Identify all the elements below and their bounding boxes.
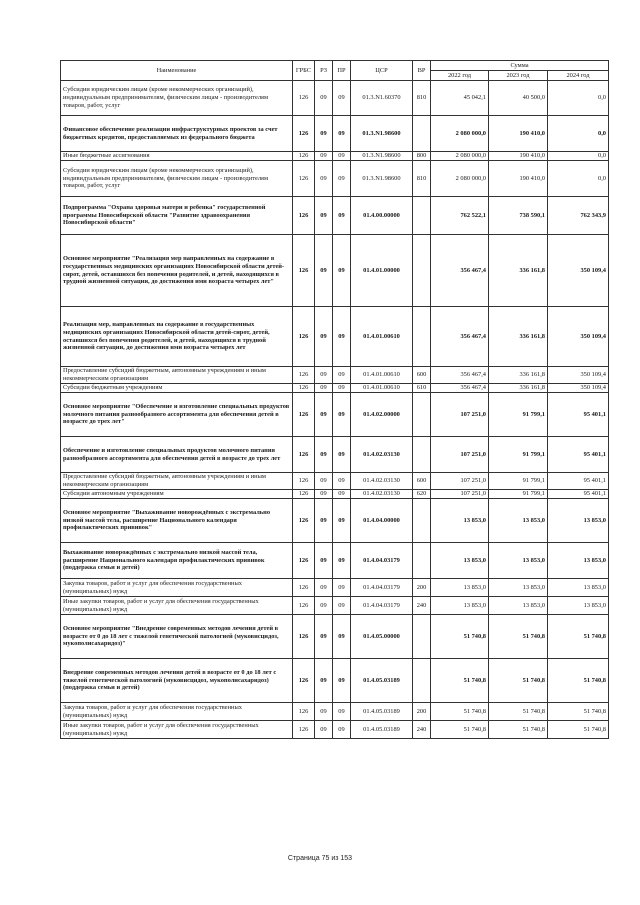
row-sum-2024: 51 740,8 xyxy=(548,703,609,721)
row-name: Субсидии юридическим лицам (кроме некоммерческих организаций), индивидуальным предпринимателям, физическим лицам - производителям товаров, работ, услуг xyxy=(61,161,293,197)
row-vr: 240 xyxy=(413,597,431,615)
row-rz: 09 xyxy=(315,499,333,543)
row-sum-2024: 0,0 xyxy=(548,161,609,197)
header-pr: ПР xyxy=(333,61,351,81)
row-vr: 200 xyxy=(413,703,431,721)
row-sum-2024: 0,0 xyxy=(548,81,609,116)
row-grbs: 126 xyxy=(293,615,315,659)
row-pr: 09 xyxy=(333,161,351,197)
row-vr xyxy=(413,499,431,543)
row-grbs: 126 xyxy=(293,161,315,197)
row-sum-2024: 13 853,0 xyxy=(548,543,609,579)
header-csr: ЦСР xyxy=(351,61,413,81)
row-rz: 09 xyxy=(315,659,333,703)
row-sum-2023: 13 853,0 xyxy=(489,543,548,579)
row-sum-2022: 356 467,4 xyxy=(431,235,489,307)
row-pr: 09 xyxy=(333,367,351,384)
row-grbs: 126 xyxy=(293,721,315,739)
header-2024: 2024 год xyxy=(548,71,609,81)
row-sum-2023: 91 799,1 xyxy=(489,490,548,499)
row-csr: 01.3.N1.98600 xyxy=(351,152,413,161)
row-csr: 01.4.05.03189 xyxy=(351,659,413,703)
row-pr: 09 xyxy=(333,615,351,659)
row-sum-2023: 91 799,1 xyxy=(489,473,548,490)
table-row xyxy=(61,197,609,235)
row-sum-2024: 13 853,0 xyxy=(548,499,609,543)
table-row xyxy=(61,161,609,197)
table-row xyxy=(61,721,609,739)
row-grbs: 126 xyxy=(293,81,315,116)
row-sum-2023: 51 740,8 xyxy=(489,721,548,739)
row-name: Иные закупки товаров, работ и услуг для обеспечения государственных (муниципальных) нужд xyxy=(61,721,293,739)
row-csr: 01.4.01.00000 xyxy=(351,235,413,307)
row-csr: 01.4.02.00000 xyxy=(351,393,413,437)
row-csr: 01.4.04.00000 xyxy=(351,499,413,543)
row-vr: 610 xyxy=(413,384,431,393)
row-rz: 09 xyxy=(315,703,333,721)
row-sum-2022: 2 080 000,0 xyxy=(431,116,489,152)
row-grbs: 126 xyxy=(293,597,315,615)
budget-page xyxy=(60,60,608,739)
row-grbs: 126 xyxy=(293,437,315,473)
row-sum-2023: 40 500,0 xyxy=(489,81,548,116)
table-row xyxy=(61,543,609,579)
row-sum-2023: 336 161,8 xyxy=(489,367,548,384)
row-sum-2022: 107 251,0 xyxy=(431,393,489,437)
row-sum-2023: 51 740,8 xyxy=(489,615,548,659)
row-sum-2023: 91 799,1 xyxy=(489,437,548,473)
table-row xyxy=(61,393,609,437)
header-sum: Сумма xyxy=(431,61,609,71)
row-rz: 09 xyxy=(315,161,333,197)
row-vr: 810 xyxy=(413,81,431,116)
row-name: Подпрограмма "Охрана здоровья матери и ребенка" государственной программы Новосибирской области "Развитие здравоохранения Новосибирской области" xyxy=(61,197,293,235)
table-row xyxy=(61,384,609,393)
row-pr: 09 xyxy=(333,473,351,490)
row-vr xyxy=(413,659,431,703)
row-sum-2024: 0,0 xyxy=(548,152,609,161)
row-csr: 01.4.04.03179 xyxy=(351,579,413,597)
row-pr: 09 xyxy=(333,543,351,579)
row-sum-2022: 51 740,8 xyxy=(431,659,489,703)
table-row xyxy=(61,152,609,161)
row-grbs: 126 xyxy=(293,116,315,152)
table-row xyxy=(61,473,609,490)
row-sum-2023: 51 740,8 xyxy=(489,659,548,703)
row-name: Иные бюджетные ассигнования xyxy=(61,152,293,161)
row-sum-2022: 45 042,1 xyxy=(431,81,489,116)
row-sum-2024: 350 109,4 xyxy=(548,235,609,307)
row-sum-2022: 107 251,0 xyxy=(431,490,489,499)
row-name: Выхаживание новорождённых с экстремально низкой массой тела, расширение Национального календаря профилактических прививок (поддержка семьи и детей) xyxy=(61,543,293,579)
row-rz: 09 xyxy=(315,437,333,473)
row-sum-2022: 51 740,8 xyxy=(431,615,489,659)
header-grbs: ГРБС xyxy=(293,61,315,81)
row-sum-2024: 762 343,9 xyxy=(548,197,609,235)
row-rz: 09 xyxy=(315,615,333,659)
row-vr: 810 xyxy=(413,161,431,197)
row-vr xyxy=(413,615,431,659)
row-name: Иные закупки товаров, работ и услуг для обеспечения государственных (муниципальных) нужд xyxy=(61,597,293,615)
row-sum-2023: 738 590,1 xyxy=(489,197,548,235)
row-sum-2022: 2 080 000,0 xyxy=(431,152,489,161)
row-sum-2023: 336 161,8 xyxy=(489,307,548,367)
table-row xyxy=(61,116,609,152)
row-sum-2023: 190 410,0 xyxy=(489,161,548,197)
row-sum-2023: 336 161,8 xyxy=(489,384,548,393)
row-sum-2022: 356 467,4 xyxy=(431,307,489,367)
table-body xyxy=(61,81,609,739)
row-sum-2024: 51 740,8 xyxy=(548,615,609,659)
row-name: Основное мероприятие "Реализация мер направленных на содержание в государственных медицинских организациях Новосибирской области детей-сирот, детей, оставшихся без попечения родителей, и детей, находящихся в трудной жизненной ситуации, до достижения ими возраста четырех лет" xyxy=(61,235,293,307)
row-sum-2022: 356 467,4 xyxy=(431,384,489,393)
row-pr: 09 xyxy=(333,703,351,721)
row-sum-2023: 13 853,0 xyxy=(489,597,548,615)
row-rz: 09 xyxy=(315,116,333,152)
row-sum-2023: 51 740,8 xyxy=(489,703,548,721)
row-rz: 09 xyxy=(315,579,333,597)
row-csr: 01.4.04.03179 xyxy=(351,597,413,615)
row-grbs: 126 xyxy=(293,235,315,307)
row-name: Предоставление субсидий бюджетным, автономным учреждениям и иным некоммерческим организациям xyxy=(61,473,293,490)
row-vr: 800 xyxy=(413,152,431,161)
row-name: Субсидии юридическим лицам (кроме некоммерческих организаций), индивидуальным предпринимателям, физическим лицам - производителям товаров, работ, услуг xyxy=(61,81,293,116)
page-number: Страница 75 из 153 xyxy=(287,855,353,862)
header-2023: 2023 год xyxy=(489,71,548,81)
row-rz: 09 xyxy=(315,152,333,161)
row-pr: 09 xyxy=(333,384,351,393)
header-row xyxy=(61,61,609,71)
row-sum-2022: 13 853,0 xyxy=(431,543,489,579)
row-csr: 01.4.05.03189 xyxy=(351,721,413,739)
row-grbs: 126 xyxy=(293,393,315,437)
row-csr: 01.3.N1.98600 xyxy=(351,161,413,197)
row-rz: 09 xyxy=(315,235,333,307)
row-rz: 09 xyxy=(315,543,333,579)
row-sum-2024: 95 401,1 xyxy=(548,473,609,490)
header-name: Наименование xyxy=(61,61,293,81)
row-pr: 09 xyxy=(333,499,351,543)
row-rz: 09 xyxy=(315,197,333,235)
row-grbs: 126 xyxy=(293,703,315,721)
row-sum-2024: 13 853,0 xyxy=(548,597,609,615)
row-csr: 01.4.01.00610 xyxy=(351,307,413,367)
row-sum-2023: 190 410,0 xyxy=(489,152,548,161)
row-sum-2024: 95 401,1 xyxy=(548,393,609,437)
row-csr: 01.4.02.03130 xyxy=(351,437,413,473)
row-sum-2022: 107 251,0 xyxy=(431,473,489,490)
row-vr xyxy=(413,543,431,579)
row-grbs: 126 xyxy=(293,197,315,235)
row-vr xyxy=(413,437,431,473)
row-pr: 09 xyxy=(333,197,351,235)
row-sum-2023: 336 161,8 xyxy=(489,235,548,307)
row-name: Основное мероприятие "Обеспечение и изготовление специальных продуктов молочного питания разнообразного ассортимента для обеспечения детей в возрасте до трех лет" xyxy=(61,393,293,437)
row-vr xyxy=(413,393,431,437)
row-rz: 09 xyxy=(315,384,333,393)
row-grbs: 126 xyxy=(293,307,315,367)
row-grbs: 126 xyxy=(293,367,315,384)
row-pr: 09 xyxy=(333,81,351,116)
row-name: Предоставление субсидий бюджетным, автономным учреждениям и иным некоммерческим организациям xyxy=(61,367,293,384)
table-row xyxy=(61,703,609,721)
row-grbs: 126 xyxy=(293,659,315,703)
row-vr: 600 xyxy=(413,473,431,490)
row-sum-2022: 13 853,0 xyxy=(431,579,489,597)
table-row xyxy=(61,235,609,307)
row-sum-2024: 51 740,8 xyxy=(548,721,609,739)
row-sum-2022: 13 853,0 xyxy=(431,499,489,543)
table-row xyxy=(61,367,609,384)
row-grbs: 126 xyxy=(293,152,315,161)
row-grbs: 126 xyxy=(293,473,315,490)
row-sum-2024: 13 853,0 xyxy=(548,579,609,597)
row-rz: 09 xyxy=(315,490,333,499)
row-pr: 09 xyxy=(333,393,351,437)
table-row xyxy=(61,437,609,473)
row-vr xyxy=(413,235,431,307)
row-rz: 09 xyxy=(315,307,333,367)
row-sum-2023: 13 853,0 xyxy=(489,499,548,543)
row-pr: 09 xyxy=(333,116,351,152)
row-csr: 01.4.01.00610 xyxy=(351,384,413,393)
header-rz: РЗ xyxy=(315,61,333,81)
row-name: Финансовое обеспечение реализации инфраструктурных проектов за счет бюджетных кредитов, предоставляемых из федерального бюджета xyxy=(61,116,293,152)
row-pr: 09 xyxy=(333,721,351,739)
row-rz: 09 xyxy=(315,367,333,384)
row-name: Основное мероприятие "Внедрение современных методов лечения детей в возрасте от 0 до 18 лет с тяжелой генетической патологией (муковисцидоз, мукополисахаридоз)" xyxy=(61,615,293,659)
row-vr: 200 xyxy=(413,579,431,597)
row-rz: 09 xyxy=(315,721,333,739)
row-sum-2022: 2 080 000,0 xyxy=(431,161,489,197)
table-row xyxy=(61,499,609,543)
row-csr: 01.4.01.00610 xyxy=(351,367,413,384)
row-rz: 09 xyxy=(315,393,333,437)
table-row xyxy=(61,490,609,499)
row-sum-2022: 51 740,8 xyxy=(431,703,489,721)
row-pr: 09 xyxy=(333,152,351,161)
row-rz: 09 xyxy=(315,81,333,116)
row-name: Обеспечение и изготовление специальных продуктов молочного питания разнообразного ассортимента для обеспечения детей в возрасте до трех лет xyxy=(61,437,293,473)
row-name: Субсидии автономным учреждениям xyxy=(61,490,293,499)
row-vr xyxy=(413,116,431,152)
row-rz: 09 xyxy=(315,597,333,615)
row-sum-2024: 95 401,1 xyxy=(548,437,609,473)
table-row xyxy=(61,579,609,597)
row-csr: 01.4.04.03179 xyxy=(351,543,413,579)
row-csr: 01.4.05.00000 xyxy=(351,615,413,659)
row-vr xyxy=(413,197,431,235)
row-sum-2023: 91 799,1 xyxy=(489,393,548,437)
row-name: Внедрение современных методов лечения детей в возрасте от 0 до 18 лет с тяжелой генетической патологией (муковисцидоз, мукополисахаридоз) (поддержка семьи и детей) xyxy=(61,659,293,703)
row-sum-2023: 13 853,0 xyxy=(489,579,548,597)
row-grbs: 126 xyxy=(293,490,315,499)
row-pr: 09 xyxy=(333,235,351,307)
row-name: Закупка товаров, работ и услуг для обеспечения государственных (муниципальных) нужд xyxy=(61,703,293,721)
row-sum-2024: 350 109,4 xyxy=(548,384,609,393)
table-row xyxy=(61,307,609,367)
row-sum-2024: 0,0 xyxy=(548,116,609,152)
row-grbs: 126 xyxy=(293,499,315,543)
table-row xyxy=(61,597,609,615)
row-sum-2024: 350 109,4 xyxy=(548,307,609,367)
row-csr: 01.3.N1.98600 xyxy=(351,116,413,152)
row-sum-2022: 762 522,1 xyxy=(431,197,489,235)
budget-table xyxy=(60,60,609,739)
row-pr: 09 xyxy=(333,490,351,499)
row-sum-2023: 190 410,0 xyxy=(489,116,548,152)
row-vr: 600 xyxy=(413,367,431,384)
header-2022: 2022 год xyxy=(431,71,489,81)
table-row xyxy=(61,615,609,659)
row-grbs: 126 xyxy=(293,384,315,393)
row-csr: 01.4.02.03130 xyxy=(351,473,413,490)
row-sum-2024: 350 109,4 xyxy=(548,367,609,384)
row-sum-2022: 107 251,0 xyxy=(431,437,489,473)
row-pr: 09 xyxy=(333,437,351,473)
row-vr: 240 xyxy=(413,721,431,739)
table-row xyxy=(61,81,609,116)
row-sum-2024: 51 740,8 xyxy=(548,659,609,703)
row-rz: 09 xyxy=(315,473,333,490)
row-csr: 01.3.N1.60370 xyxy=(351,81,413,116)
row-csr: 01.4.00.00000 xyxy=(351,197,413,235)
row-csr: 01.4.05.03189 xyxy=(351,703,413,721)
row-sum-2022: 51 740,8 xyxy=(431,721,489,739)
row-name: Реализация мер, направленных на содержание в государственных медицинских организациях Новосибирской области детей-сирот, детей, оставшихся без попечения родителей, и детей, находящихся в трудной жизненной ситуации, до достижения ими возраста четырех лет xyxy=(61,307,293,367)
row-pr: 09 xyxy=(333,307,351,367)
row-grbs: 126 xyxy=(293,543,315,579)
row-sum-2022: 356 467,4 xyxy=(431,367,489,384)
row-name: Основное мероприятие "Выхаживание новорождённых с экстремально низкой массой тела, расширение Национального календаря профилактических прививок" xyxy=(61,499,293,543)
row-pr: 09 xyxy=(333,597,351,615)
row-sum-2024: 95 401,1 xyxy=(548,490,609,499)
row-grbs: 126 xyxy=(293,579,315,597)
row-name: Закупка товаров, работ и услуг для обеспечения государственных (муниципальных) нужд xyxy=(61,579,293,597)
row-pr: 09 xyxy=(333,659,351,703)
row-pr: 09 xyxy=(333,579,351,597)
table-row xyxy=(61,659,609,703)
row-csr: 01.4.02.03130 xyxy=(351,490,413,499)
row-vr: 620 xyxy=(413,490,431,499)
row-sum-2022: 13 853,0 xyxy=(431,597,489,615)
row-name: Субсидии бюджетным учреждениям xyxy=(61,384,293,393)
row-vr xyxy=(413,307,431,367)
header-vr: ВР xyxy=(413,61,431,81)
